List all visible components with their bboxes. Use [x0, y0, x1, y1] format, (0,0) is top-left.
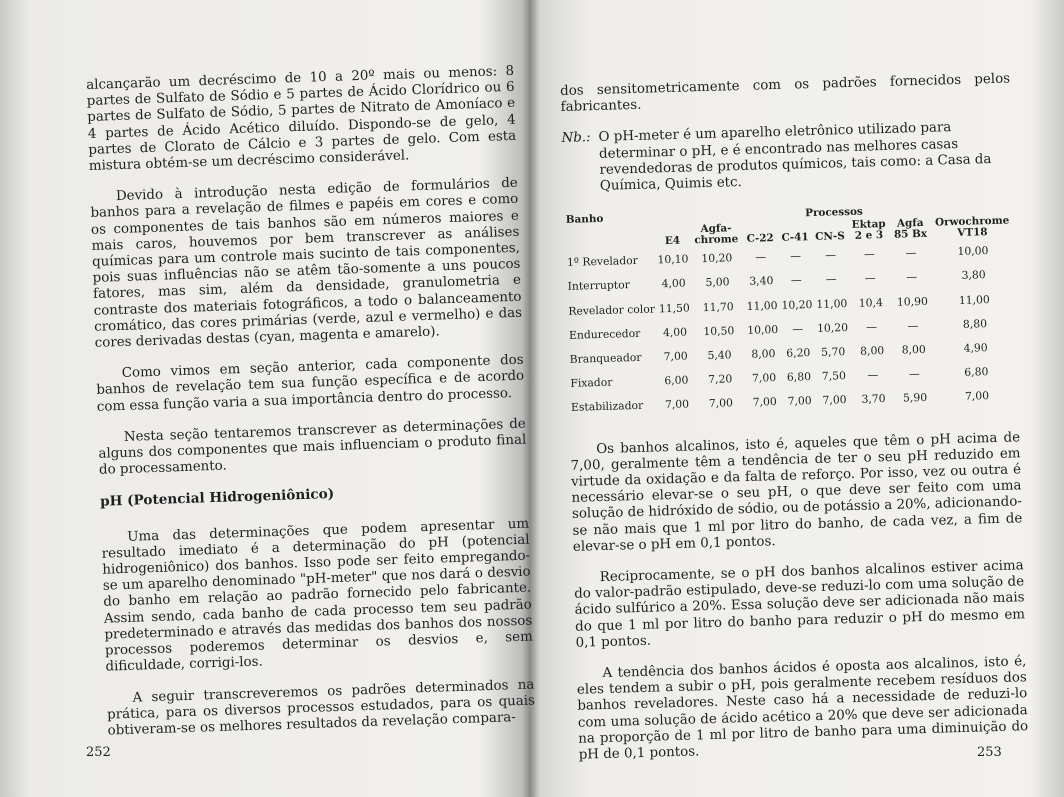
- table-cell: 4,00: [662, 325, 688, 340]
- paragraph: Uma das determinações que podem apresentar um resultado imediato é a determinação do pH (potencial hidrogeniônico) dos banhos. Isso pode ser feito empregando-se um aparelho denominado "pH-meter" que nos dará o desvio do banho em relação ao padrão fornecido pelo fabricante. Assim sendo, cada banho de cada processo tem seu padrão predeterminado e através das medidas dos banhos dos nossos processos poderemos determinar os desvios e, sem dificuldade, corrigi-los.: [101, 516, 534, 675]
- table-cell: 5,70: [821, 345, 846, 359]
- table-cell: 8,00: [859, 344, 885, 358]
- table-cell: 11,00: [746, 298, 778, 313]
- column-header: Ektap 2 e 3: [851, 218, 886, 243]
- column-header: Agfa-chrome: [694, 222, 739, 247]
- column-header: C-22: [746, 232, 774, 246]
- page-number: 253: [977, 745, 1002, 760]
- table-cell: 10,10: [657, 252, 689, 267]
- table-cell: 10,20: [816, 320, 849, 335]
- table-cell: 8,80: [962, 317, 988, 331]
- table-cell: 10,00: [957, 244, 989, 259]
- table-cell: 5,90: [902, 391, 928, 405]
- row-label: Revelador color: [568, 302, 656, 318]
- table-cell: 11,00: [958, 292, 990, 307]
- left-page-text-column: [86, 64, 536, 755]
- paragraph: alcançarão um decréscimo de 10 a 20º mais ou menos: 8 partes de Sulfato de Sódio e 5 partes de Ácido Clorídrico ou 6 partes de Sulfato de Sódio, 5 partes de Nitrato de Amoníaco e 4 partes de Ácido Acético diluído. Dispondo-se de gelo, 4 partes de Clorato de Cálcio e 3 partes de gelo. Com esta mistura obtém-se um decréscimo considerável.: [86, 63, 517, 174]
- table-cell: 10,4: [858, 295, 884, 310]
- table-cell: 7,00: [664, 397, 690, 412]
- table-cell: 10,00: [747, 322, 779, 337]
- row-label: Branqueador: [569, 350, 642, 366]
- table-cell: 7,00: [751, 371, 777, 385]
- table-cell: 7,00: [964, 389, 990, 404]
- column-header: Orwochrome VT18: [934, 214, 1010, 240]
- table-cell: 5,00: [705, 275, 730, 290]
- column-header: CN-S: [815, 230, 845, 244]
- table-cell: —: [790, 249, 802, 263]
- row-label: Endurecedor: [568, 326, 641, 342]
- column-header: Agfa 85 Bx: [893, 217, 928, 241]
- table-cell: 7,00: [822, 393, 847, 408]
- table-cell: —: [790, 273, 802, 288]
- table-cell: —: [907, 318, 919, 333]
- table-cell: 11,50: [658, 301, 690, 315]
- table-cell: —: [906, 270, 918, 284]
- table-cell: 7,00: [787, 394, 812, 409]
- table-cell: —: [905, 246, 917, 260]
- table-cell: 7,00: [708, 396, 734, 411]
- section-heading: pH (Potencial Hidrogeniônico): [99, 486, 335, 511]
- table-cell: —: [863, 247, 876, 261]
- table-cell: 6,20: [786, 346, 811, 360]
- table-cell: 7,20: [708, 372, 733, 387]
- table-cell: —: [867, 368, 879, 382]
- paragraph: Reciprocamente, se o pH dos banhos alcalinos estiver acima do valor-padrão estipulado, deve-se reduzi-lo com uma solução de ácido sulfúrico a 20%. Essa solução deve ser adicionada não mais do que 1 ml por litro do banho para reduzir o pH do mesmo em 0,1 pontos.: [574, 558, 1026, 651]
- table-cell: 6,80: [786, 370, 812, 385]
- column-header: C-41: [781, 231, 809, 245]
- table-cell: 8,00: [901, 342, 926, 357]
- right-page: [532, 0, 1064, 797]
- table-cell: 6,80: [964, 365, 989, 380]
- table-cell: —: [792, 322, 804, 336]
- row-label: Estabilizador: [570, 399, 644, 415]
- table-cell: 10,50: [703, 324, 735, 338]
- paragraph: A seguir transcreveremos os padrões determinados na prática, para os diversos processos estudados, para os quais obtiveram-se os melhores resultados da revelação compara-: [106, 676, 536, 739]
- table-cell: 4,90: [963, 341, 988, 355]
- table-cell: 6,00: [664, 373, 689, 388]
- paragraph: Como vimos em seção anterior, cada componente dos banhos de revelação tem sua função específica e de acordo com essa função varia a sua importância dentro do processo.: [96, 352, 525, 415]
- table-cell: 4,00: [661, 276, 686, 291]
- paragraph: Os banhos alcalinos, isto é, aqueles que têm o pH acima de 7,00, geralmente têm a tendência de ter o seu pH reduzido em virtude da oxidação e da falta de reforço. Por isso, vez ou outra é necessário elevar-se o seu pH, o que deve ser feito com uma solução de hidróxido de sódio, ou de potássio a 20%, adicionando-se não mais que 1 ml por litro do banho, de cada vez, a fim de elevar-se o pH em 0,1 pontos.: [570, 429, 1023, 555]
- table-cell: 11,00: [816, 296, 848, 311]
- table-cell: —: [824, 248, 837, 262]
- table-cell: 7,00: [663, 349, 688, 364]
- table-cell: 10,90: [896, 294, 929, 309]
- column-header: E4: [664, 234, 681, 248]
- table-cell: 10,20: [781, 297, 813, 312]
- table-cell: 10,20: [701, 251, 733, 266]
- table-body: [565, 239, 1020, 421]
- table-cell: —: [825, 272, 837, 287]
- ph-table: [564, 202, 1020, 421]
- right-page-text-column: [560, 71, 1029, 779]
- table-cell: —: [864, 271, 876, 285]
- table-cell: 5,40: [707, 348, 732, 363]
- table-group-header: Processos: [805, 205, 863, 220]
- row-label: Interruptor: [567, 278, 630, 294]
- table-cell: 7,50: [821, 369, 847, 384]
- row-label: 1º Revelador: [566, 254, 639, 270]
- note-text: O pH-meter é um aparelho eletrônico utilizado para determinar o pH, e é encontrado nas melhores casas revendedoras de produtos químicos, tais como: a Casa da Química, Quimis etc.: [598, 120, 992, 194]
- paragraph: Nesta seção tentaremos transcrever as determinações de alguns dos componentes que mais influenciam o produto final do processamento.: [98, 416, 527, 479]
- table-cell: 3,40: [749, 274, 774, 289]
- note-label: Nb.:: [561, 130, 591, 147]
- table-cell: 8,00: [751, 347, 776, 361]
- table-row-header: Banho: [565, 213, 604, 227]
- table-cell: —: [865, 320, 878, 334]
- note-block: [561, 119, 1013, 196]
- paragraph: A tendência dos banhos ácidos é oposta aos alcalinos, isto é, eles tendem a subir o pH, pois geralmente recebem resíduos dos banhos reveladores. Neste caso há a necessidade de reduzi-lo com uma solução de ácido acético a 20% que deve ser adicionada na proporção de 1 ml por litro de banho para uma diminuição do pH de 0,1 pontos.: [576, 654, 1029, 763]
- table-cell: —: [755, 250, 767, 264]
- paragraph: Devido à introdução nesta edição de formulários de banhos para a revelação de filmes e papéis em cores e como os componentes de tais banhos são em números maiores e mais caros, houvemos por bem transcrever as análises químicas para um controle mais sucinto de tais componentes, pois suas influências não se atêm tão-somente a uns poucos fatores, mas sim, além da densidade, granulometria e contraste dos materiais fotográficos, a todo o balanceamento cromático, das cores primárias (verde, azul e vermelho) e das cores derivadas destas (cyan, magenta e amarelo).: [90, 175, 523, 351]
- table-cell: 3,70: [861, 392, 886, 407]
- table-cell: —: [908, 367, 920, 381]
- row-label: Fixador: [570, 375, 613, 391]
- table-cell: 11,70: [702, 299, 734, 314]
- table-cell: 3,80: [961, 268, 986, 283]
- table-cell: 7,00: [752, 395, 777, 410]
- page-number: 252: [86, 745, 111, 760]
- paragraph: dos sensitometricamente com os padrões fornecidos pelos fabricantes.: [560, 71, 1011, 116]
